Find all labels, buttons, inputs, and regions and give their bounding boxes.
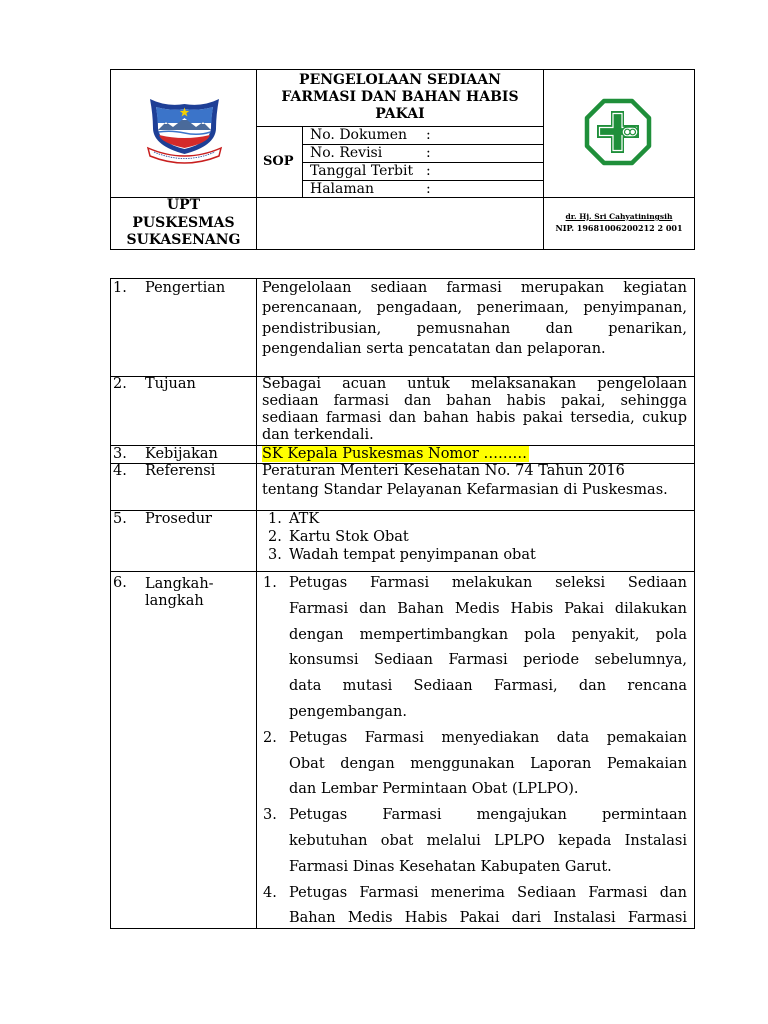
procedure-item xyxy=(111,510,694,528)
text-line: data mutasi Sediaan Farmasi, dan rencana xyxy=(289,678,687,695)
pengertian-text xyxy=(262,278,687,359)
text-line: Petugas Farmasi menyediakan data pemakaian xyxy=(289,729,687,746)
doc-field-label: No. Revisi xyxy=(310,145,383,161)
section-label: Langkah-langkah xyxy=(145,575,214,609)
doc-field-tanggal-terbit xyxy=(310,162,540,180)
text-line: dan Lembar Permintaan Obat (LPLPO). xyxy=(289,781,579,798)
text-line: sediaan farmasi dan bahan habis pakai tersedia, cukup xyxy=(262,410,687,427)
doc-field-dokumen xyxy=(310,126,540,144)
text-line: perencanaan, pengadaan, penerimaan, penyimpanan, xyxy=(262,300,687,317)
text-line: Obat dengan menggunakan Laporan Pemakaian xyxy=(289,755,687,772)
list-number: 3. xyxy=(268,547,282,563)
sop-title xyxy=(257,72,543,123)
section-number: 3. xyxy=(113,446,127,462)
text-line: Petugas Farmasi menerima Sediaan Farmasi dan xyxy=(289,884,687,901)
step-item xyxy=(111,571,694,726)
list-text: Kartu Stok Obat xyxy=(289,529,409,545)
section-number: 6. xyxy=(113,575,127,591)
step-item xyxy=(111,803,694,880)
signatory-nip: NIP. 19681006200212 2 001 xyxy=(555,223,683,233)
regency-crest-icon xyxy=(146,93,223,164)
list-number: 1. xyxy=(263,575,277,591)
doc-field-revisi xyxy=(310,144,540,162)
sop-title-line: FARMASI DAN BAHAN HABIS xyxy=(281,89,519,105)
section-number: 4. xyxy=(113,462,127,479)
list-number: 3. xyxy=(263,807,277,824)
procedure-list xyxy=(111,510,694,564)
section-number: 1. xyxy=(113,280,127,296)
doc-field-colon: : xyxy=(426,127,431,143)
text-line: dengan mempertimbangkan pola penyakit, pola xyxy=(289,626,687,643)
step-text xyxy=(289,726,687,803)
text-line: Bahan Medis Habis Pakai dari Instalasi Farmasi xyxy=(289,910,687,927)
text-line: dan terkendali. xyxy=(262,427,374,444)
sop-title-line: PAKAI xyxy=(375,106,425,122)
text-line: pendistribusian, pemusnahan dan penarikan, xyxy=(262,320,687,337)
doc-field-label: Halaman xyxy=(310,181,375,197)
doc-field-label: No. Dokumen xyxy=(310,127,408,143)
unit-name xyxy=(111,197,256,250)
text-line: Peraturan Menteri Kesehatan No. 74 Tahun 2016 xyxy=(262,462,625,479)
list-text: ATK xyxy=(289,511,320,527)
text-line: Petugas Farmasi melakukan seleksi Sediaan xyxy=(289,575,687,591)
section-label: Tujuan xyxy=(145,375,196,392)
text-line: pengembangan. xyxy=(289,703,407,720)
section-label: Pengertian xyxy=(145,280,226,296)
doc-field-label: Tanggal Terbit xyxy=(310,163,414,179)
list-number: 1. xyxy=(268,511,282,527)
text-line: Farmasi Dinas Kesehatan Kabupaten Garut. xyxy=(289,858,612,875)
puskesmas-logo-icon xyxy=(583,97,653,167)
sop-title-line: PENGELOLAAN SEDIAAN xyxy=(299,72,501,88)
text-line: Pengelolaan sediaan farmasi merupakan kegiatan xyxy=(262,280,687,296)
steps-list xyxy=(111,571,694,928)
list-number: 2. xyxy=(263,729,277,746)
step-text xyxy=(289,571,687,726)
section-label: Prosedur xyxy=(145,511,212,527)
step-text xyxy=(289,803,687,880)
header-divider xyxy=(543,70,544,249)
referensi-text xyxy=(262,462,687,500)
signatory-name: dr. Hj. Sri Cahyatiningsih xyxy=(565,212,673,221)
text-line: Farmasi dan Bahan Medis Habis Pakai dilakukan xyxy=(289,600,687,617)
list-text: Wadah tempat penyimpanan obat xyxy=(289,547,536,563)
doc-field-colon: : xyxy=(426,181,431,197)
sop-content-table xyxy=(110,278,695,929)
text-line: sediaan farmasi dan bahan habis pakai, sehingga xyxy=(262,392,687,409)
section-number: 5. xyxy=(113,511,127,527)
text-line: tentang Standar Pelayanan Kefarmasian di Puskesmas. xyxy=(262,481,668,498)
text-line: konsumsi Sediaan Farmasi periode sebelumnya, xyxy=(289,652,687,669)
procedure-item xyxy=(111,546,694,564)
list-number: 4. xyxy=(263,884,277,901)
procedure-item xyxy=(111,528,694,546)
doc-field-halaman xyxy=(310,180,540,198)
text-line: Petugas Farmasi mengajukan permintaan xyxy=(289,807,687,824)
text-line: Sebagai acuan untuk melaksanakan pengelolaan xyxy=(262,375,687,392)
section-label: Referensi xyxy=(145,462,216,479)
step-item xyxy=(111,726,694,803)
text-line: kebutuhan obat melalui LPLPO kepada Instalasi xyxy=(289,832,687,849)
sop-label: SOP xyxy=(263,154,294,169)
kebijakan-text xyxy=(262,445,687,463)
highlighted-policy-text: SK Kepala Puskesmas Nomor ……… xyxy=(262,446,527,462)
sop-header-table xyxy=(110,69,695,250)
section-label: Kebijakan xyxy=(145,446,218,462)
section-number: 2. xyxy=(113,375,127,392)
unit-name-line: UPT xyxy=(166,197,201,213)
tujuan-text xyxy=(262,376,687,445)
text-line: pengendalian serta pencatatan dan pelaporan. xyxy=(262,340,606,357)
doc-field-colon: : xyxy=(426,145,431,161)
step-item xyxy=(111,881,694,928)
step-text xyxy=(289,881,687,928)
list-number: 2. xyxy=(268,529,282,545)
doc-field-colon: : xyxy=(426,163,431,179)
unit-name-line: PUSKESMAS xyxy=(132,214,235,231)
unit-name-line: SUKASENANG xyxy=(126,232,241,248)
